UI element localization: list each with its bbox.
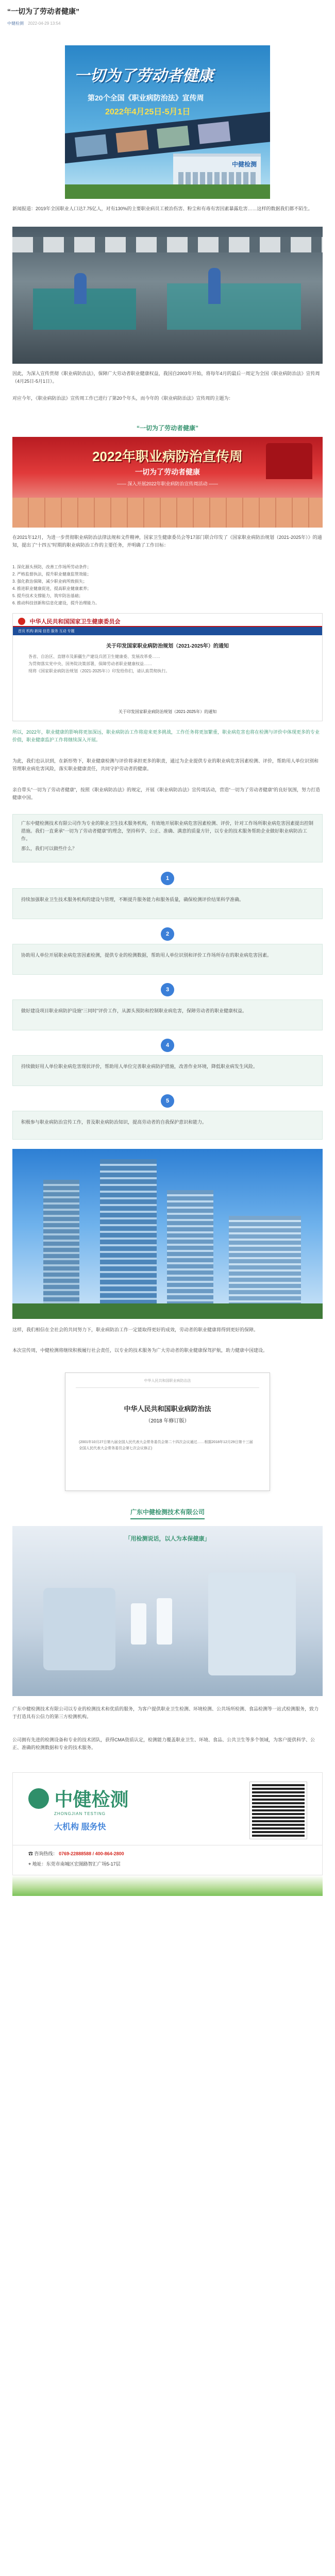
step-text: 做好建设项目职业病防护设施“三同时”评价工作，从源头预防和控制职业病危害，保障劳动者的职业健康权益。 <box>21 1008 247 1013</box>
paragraph-7: 亲自带头“一切为了劳动者健康”，按照《职业病防治法》的规定，开展《职业病防治法》宣传周活动，营造“一切为了劳动者健康”的良好氛围，努力打造健康中国。 <box>12 787 320 800</box>
logo-mark-icon <box>28 1788 49 1809</box>
article-title: “一切为了劳动者健康” <box>7 7 79 15</box>
step-card <box>12 944 323 975</box>
grass-decoration <box>12 1875 323 1896</box>
goal-item: 5. 提升技术支撑能力，筑牢防治基础； <box>12 594 83 598</box>
gov-doc-title: 关于印发国家职业病防治规划（2021-2025年）的通知 <box>106 643 229 649</box>
paragraph-9: 本次宣传周，中健检测将继续积极履行社会责任，以专业的技术服务为广大劳动者的职业健康保驾护航，助力健康中国建设。 <box>12 1348 268 1353</box>
gov-doc-footer: 关于印发国家职业病防治规划（2021-2025年）的通知 <box>118 709 217 714</box>
goal-item: 4. 推进职业健康促进，提高职业健康素养； <box>12 586 91 591</box>
emblem-icon <box>18 618 25 625</box>
article-header <box>7 6 327 26</box>
paragraph-5: 所以，2022年，职业健康的影响将更加深远，职业病防治工作将迎来更多挑战，工作任务将更加繁重，职业病危害也将在检测与评价中体现更多的专业价值，职业健康监护工作将继续深入开展。 <box>12 730 320 742</box>
gov-doc-line: 现将《国家职业病防治规划（2021-2025年）》印发给你们，请认真贯彻执行。 <box>28 669 170 673</box>
paragraph-4: 在2021年12月，为进一步贯彻职业病防治法律法规和文件精神，国家卫生健康委员会等17部门联合印发了《国家职业病防治规划（2021-2025年）》的通知，提出了“十四五”时期的职业病防治工作的主要任务，并明确了工作目标： <box>12 535 322 548</box>
law-document <box>65 1372 270 1491</box>
section-title: 广东中健检测技术有限公司 <box>130 1507 205 1519</box>
paragraph-3: 对应今年，《职业病防治法》宣传周工作已进行了第20个年头，而今年的《职业病防治法》宣传周的主题为： <box>12 396 233 401</box>
step-card <box>12 888 323 919</box>
goal-item: 2. 严格监督执法，提升职业健康监管效能； <box>12 572 91 577</box>
banner-week-title: 第20个全国《职业病防治法》宣传周 <box>88 94 204 102</box>
hotline <box>28 1850 124 1857</box>
step-text: 积极参与职业病防治宣传工作，普及职业病防治知识，提高劳动者的自我保护意识和能力。 <box>21 1120 207 1125</box>
article-date: 2022-04-29 13:54 <box>28 21 61 26</box>
law-title: 中华人民共和国职业病防治法 <box>124 1405 211 1413</box>
paragraph-6: 为此，我们也认识到，在新形势下，职业健康检测与评价将承担更多的职责，通过为企业提供专业的职业病危害因素检测、评价，帮助用人单位识别和管理职业病危害风险，落实职业健康责任，共同守护劳动者的健康。 <box>12 758 319 771</box>
gov-site-name: 中华人民共和国国家卫生健康委员会 <box>29 618 121 625</box>
logo-text: 中健检测 <box>54 1789 129 1810</box>
goal-item: 1. 深化源头预防，改善工作场所劳动条件； <box>12 565 91 569</box>
law-doc-header: 中华人民共和国职业病防治法 <box>144 1379 191 1383</box>
banner2-title: 2022年职业病防治宣传周 <box>92 449 243 464</box>
theme-quote: “一切为了劳动者健康” <box>136 425 198 432</box>
company-paragraph-2: 公司拥有先进的检测设备和专业的技术团队，获得CMA资质认定，检测能力覆盖职业卫生、环境、食品、公共卫生等多个领域，为客户提供科学、公正、准确的检测数据和专业的技术服务。 <box>12 1737 315 1750</box>
intro-text: 广东中健检测技术有限公司作为专业的职业卫生技术服务机构，有效地开展职业病危害因素检测、评价，针对工作场所职业病危害因素提出控制措施。我们一直秉承“一切为了劳动者健康”的理念，坚持科学、公正、准确、满意的质量方针，以专业的技术服务帮助企业做好职业病防治工作。 <box>21 821 314 841</box>
gov-nav: 首页 机构 新闻 信息 服务 互动 专题 <box>13 627 322 635</box>
goal-item: 3. 强化救治保障，减少职业病所致损失； <box>12 579 87 584</box>
banner-image-2 <box>12 437 323 528</box>
article-source[interactable]: 中健检测 <box>7 21 24 26</box>
step-badge: 3 <box>161 983 174 996</box>
step-text: 持续做好用人单位职业病危害现状评价，帮助用人单位完善职业病防护措施，改善作业环境，降低职业病发生风险。 <box>21 1064 258 1069</box>
banner-week-date: 2022年4月25日-5月1日 <box>105 108 191 116</box>
company-logo <box>28 1785 128 1816</box>
paragraph-2: 因此，为深入宣传贯彻《职业病防治法》，保障广大劳动者职业健康权益，我国自2003年开始，将每年4月的最后一周定为全国《职业病防治法》宣传周（4月25日-5月1日）。 <box>12 371 320 384</box>
lab-photo <box>12 1526 323 1696</box>
lab-slogan: 「用检测说话，以人为本保健康」 <box>125 1536 210 1542</box>
step-card <box>12 999 323 1030</box>
banner-image-1 <box>65 45 270 199</box>
step-badge: 1 <box>161 872 174 885</box>
banner2-subtitle: 一切为了劳动者健康 <box>135 468 200 476</box>
factory-photo <box>12 227 323 364</box>
building-sign: 中健检测 <box>231 161 257 168</box>
step-badge: 5 <box>161 1094 174 1108</box>
paragraph-8: 这样，我们相信在全社会的共同努力下，职业病防治工作一定能取得更好的成效，劳动者的职业健康将得到更好的保障。 <box>12 1327 259 1332</box>
section-header <box>12 1501 323 1522</box>
gov-doc-screenshot <box>12 613 323 721</box>
step-card <box>12 1055 323 1086</box>
law-edition: （2018 年修订版） <box>145 1418 190 1424</box>
intro-subtext: 那么，我们可以做些什么？ <box>21 846 77 851</box>
location-icon: ⌖ <box>28 1861 31 1867</box>
company-footer-card <box>12 1772 323 1875</box>
company-paragraph-1: 广东中健检测技术有限公司以专业的检测技术和优质的服务，为客户提供职业卫生检测、环境检测、公共场所检测、食品检测等一站式检测服务，致力于打造具有公信力的第三方检测机构。 <box>12 1706 319 1719</box>
intro-card <box>12 814 323 862</box>
step-text: 协助用人单位开展职业病危害因素检测，提供专业的检测数据，帮助用人单位识别和评价工作场所存在的职业病危害因素。 <box>21 953 272 958</box>
banner-slogan: 一切为了劳动者健康 <box>74 67 213 85</box>
phone-icon: ☎ <box>28 1851 34 1856</box>
step-badge: 4 <box>161 1039 174 1052</box>
tagline: 大机构 服务快 <box>54 1823 106 1832</box>
address <box>28 1860 121 1867</box>
step-card <box>12 1111 323 1140</box>
law-note: (2001年10月27日第九届全国人民代表大会常务委员会第二十四次会议通过……根据2018年12月29日第十三届全国人民代表大会常务委员会第七次会议修正) <box>79 1440 253 1450</box>
hotline-number[interactable]: 0769-22888588 / 400-864-2800 <box>59 1851 124 1856</box>
banner2-desc: —— 深入开展2022年职业病防治宣传周活动 —— <box>116 481 219 486</box>
qr-code[interactable] <box>250 1782 307 1839</box>
gov-doc-line: 各省、自治区、直辖市及新疆生产建设兵团卫生健康委、发展改革委…… <box>28 654 160 659</box>
goal-item: 6. 推动科技创新和信息化建设，提升治理能力。 <box>12 601 99 605</box>
building-photo <box>12 1149 323 1319</box>
hotline-label: 咨询热线： <box>34 1851 58 1856</box>
gov-doc-line: 为贯彻落实党中央、国务院决策部署，保障劳动者职业健康权益…… <box>28 662 152 666</box>
step-text: 持续加强职业卫生技术服务机构的建设与管理，不断提升服务能力和服务质量，确保检测评价结果科学准确。 <box>21 897 244 902</box>
paragraph-1: 新闻报道：2019年全国职业人口达7.75亿人，对有130%的主要职业病员工被治伤害、粉尘和有毒有害因素暴露危害……这样的数据我们都不陌生。 <box>12 206 313 211</box>
logo-subtext: ZHONGJIAN TESTING <box>54 1811 106 1816</box>
address-text: 地址：东莞市南城区宏图路智汇广场5-17层 <box>32 1861 121 1867</box>
goals-list <box>12 564 323 607</box>
step-badge: 2 <box>161 927 174 941</box>
